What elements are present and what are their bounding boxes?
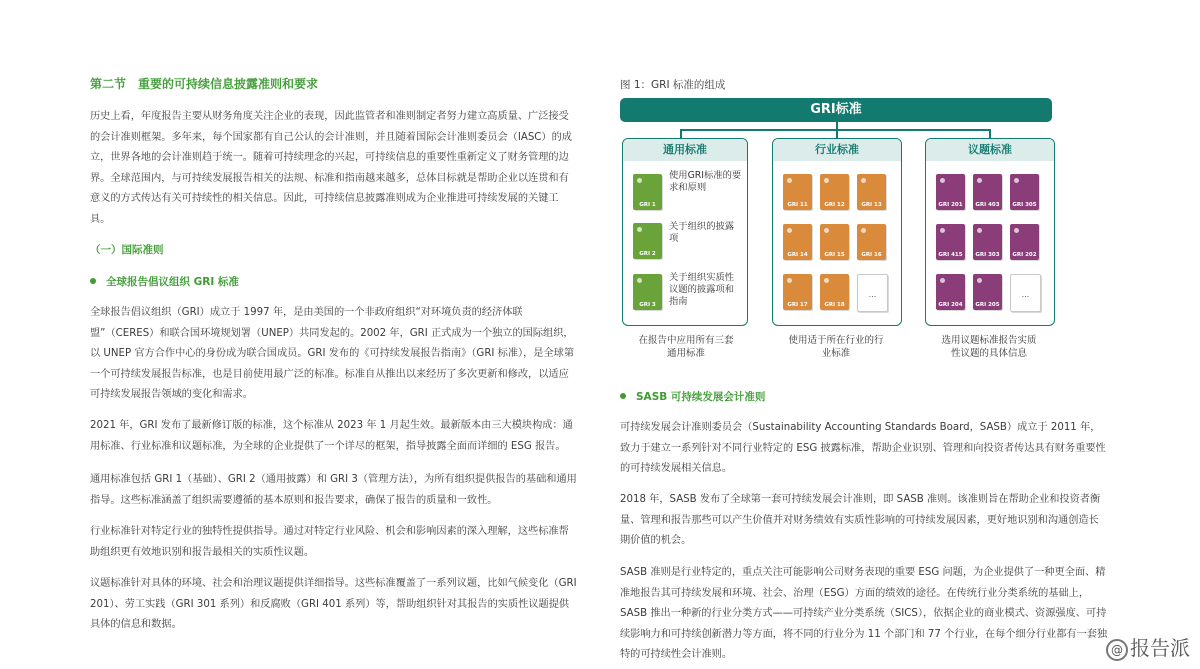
gri-paragraph-1: 全球报告倡议组织（GRI）成立于 1997 年，是由美国的一个非政府组织“对环境负责的经济体联盟”（CERES）和联合国环境规划署（UNEP）共同发起的。2002 年，GRI 正式成为一个独立的国际组织，以 UNEP 官方合作中心的身份成为联合国成员。GRI 发布的《可持续发展报告指南》（GRI 标准），是全球第一个可持续发展报告标准，也是目前使用最广泛的标准。标准自从推出以来经历了多次更新和修改，以适应可持续发展报告领域的变化和需求。 <box>90 307 575 400</box>
figure-caption: 图 1：GRI 标准的组成 <box>620 79 726 91</box>
at-icon: @ <box>1106 639 1128 661</box>
gri-paragraph-3: 通用标准包括 GRI 1（基础）、GRI 2（通用披露）和 GRI 3（管理方法），为所有组织提供报告的基础和通用指导。这些标准涵盖了组织需要遵循的基本原则和报告要求，确保了报告的质量和一致性。 <box>90 474 577 506</box>
gri-book-icon: GRI 201 <box>936 174 965 210</box>
sasb-paragraph-1: 可持续发展会计准则委员会（Sustainability Accounting Standards Board，SASB）成立于 2011 年，致力于建立一系列针对不同行业特定的 ESG 披露标准，帮助企业识别、管理和向投资者传达具有财务重要性的可持续发展相关信息。 <box>620 422 1106 474</box>
gri-book-icon: GRI 15 <box>820 224 849 260</box>
more-placeholder-icon: ... <box>1010 274 1041 312</box>
general-item-text: 使用GRI标准的要求和原则 <box>669 170 742 193</box>
gri-book-icon: GRI 14 <box>783 224 812 260</box>
gri-book-icon: GRI 3 <box>633 274 662 310</box>
gri-bullet-heading <box>90 274 239 289</box>
gri-book-icon: GRI 17 <box>783 274 812 310</box>
gri-bullet-text: 全球报告倡议组织 GRI 标准 <box>106 276 239 288</box>
sasb-bullet-text: SASB 可持续发展会计准则 <box>636 391 766 403</box>
sasb-bullet-heading <box>620 389 765 404</box>
watermark: @ 报告派 <box>1106 632 1190 661</box>
gri-book-icon: GRI 11 <box>783 174 812 210</box>
intro-paragraph: 历史上看，年度报告主要从财务角度关注企业的表现，因此监管者和准则制定者努力建立高质量、广泛接受的会计准则框架。多年来，每个国家都有自己公认的会计准则，并且随着国际会计准则委员会（IASC）的成立，世界各地的会计准则趋于统一。随着可持续理念的兴起，可持续信息的重要性重新定义了财务管理的边界。全球范围内，与可持续发展报告相关的法规、标准和指南越来越多，总体目标就是帮助企业以连贯和有意义的方式传达有关可持续性的相关信息。因此，可持续信息披露准则成为企业推进可持续发展的关键工具。 <box>90 111 572 225</box>
figure-header: GRI标准 <box>620 98 1052 122</box>
gri-paragraph-5: 议题标准针对具体的环境、社会和治理议题提供详细指导。这些标准覆盖了一系列议题，比如气候变化（GRI 201）、劳工实践（GRI 301 系列）和反腐败（GRI 401 系列）等，帮助组织针对其报告的实质性议题提供具体的信息和数据。 <box>90 578 577 630</box>
panel-title: 行业标准 <box>773 139 901 161</box>
gri-book-icon: GRI 403 <box>973 174 1002 210</box>
general-item-text: 关于组织实质性议题的披露项和指南 <box>669 272 735 307</box>
panel-title: 通用标准 <box>623 139 747 161</box>
sasb-paragraph-2: 2018 年，SASB 发布了全球第一套可持续发展会计准则，即 SASB 准则。该准则旨在帮助企业和投资者衡量、管理和报告那些可以产生价值并对财务绩效有实质性影响的可持续发展因素，更好地识别和沟通创造长期价值的机会。 <box>620 494 1101 546</box>
gri-book-icon: GRI 202 <box>1010 224 1039 260</box>
general-standards-panel <box>622 138 748 326</box>
gri-book-icon: GRI 18 <box>820 274 849 310</box>
general-panel-note: 在报告中应用所有三套通用标准 <box>638 335 734 359</box>
gri-book-icon: GRI 303 <box>973 224 1002 260</box>
connector-line <box>680 129 990 131</box>
topic-standards-panel <box>925 138 1055 326</box>
topic-panel-note: 选用议题标准报告实质性议题的具体信息 <box>941 335 1037 359</box>
gri-book-icon: GRI 16 <box>857 224 886 260</box>
more-placeholder-icon: ... <box>857 274 888 312</box>
panel-title: 议题标准 <box>926 139 1054 161</box>
gri-book-icon: GRI 204 <box>936 274 965 310</box>
bullet-icon <box>90 278 96 284</box>
gri-book-icon: GRI 415 <box>936 224 965 260</box>
sasb-paragraph-3: SASB 准则是行业特定的，重点关注可能影响公司财务表现的重要 ESG 问题，为企业提供了一种更全面、精准地报告其可持续发展和环境、社会、治理（ESG）方面的绩效的途径。在传统行业分类系统的基础上，SASB 推出一种新的行业分类方式——可持续产业分类系统（SICS），依据企业的商业模式、资源强度、可持续影响力和可持续创新潜力等方面，将不同的行业分为 11 个部门和 77 个行业，在每个细分行业都有一套独特的可持续性会计准则。 <box>620 567 1108 660</box>
bullet-icon <box>620 393 626 399</box>
sector-panel-note: 使用适于所在行业的行业标准 <box>788 335 884 359</box>
subsection-title: （一）国际准则 <box>90 244 164 256</box>
gri-book-icon: GRI 2 <box>633 223 662 259</box>
sector-standards-panel <box>772 138 902 326</box>
gri-book-icon: GRI 305 <box>1010 174 1039 210</box>
section-title: 第二节 重要的可持续信息披露准则和要求 <box>90 77 319 91</box>
gri-book-icon: GRI 1 <box>633 174 662 210</box>
general-item-text: 关于组织的披露项 <box>669 221 735 244</box>
gri-book-icon: GRI 205 <box>973 274 1002 310</box>
gri-book-icon: GRI 13 <box>857 174 886 210</box>
gri-book-icon: GRI 12 <box>820 174 849 210</box>
gri-paragraph-2: 2021 年，GRI 发布了最新修订版的标准，这个标准从 2023 年 1 月起生效。最新版本由三大模块构成：通用标准、行业标准和议题标准，为全球的企业提供了一个详尽的框架，指导披露全面而详细的 ESG 报告。 <box>90 420 573 452</box>
gri-paragraph-4: 行业标准针对特定行业的独特性提供指导。通过对特定行业风险、机会和影响因素的深入理解，这些标准帮助组织更有效地识别和报告最相关的实质性议题。 <box>90 526 569 558</box>
